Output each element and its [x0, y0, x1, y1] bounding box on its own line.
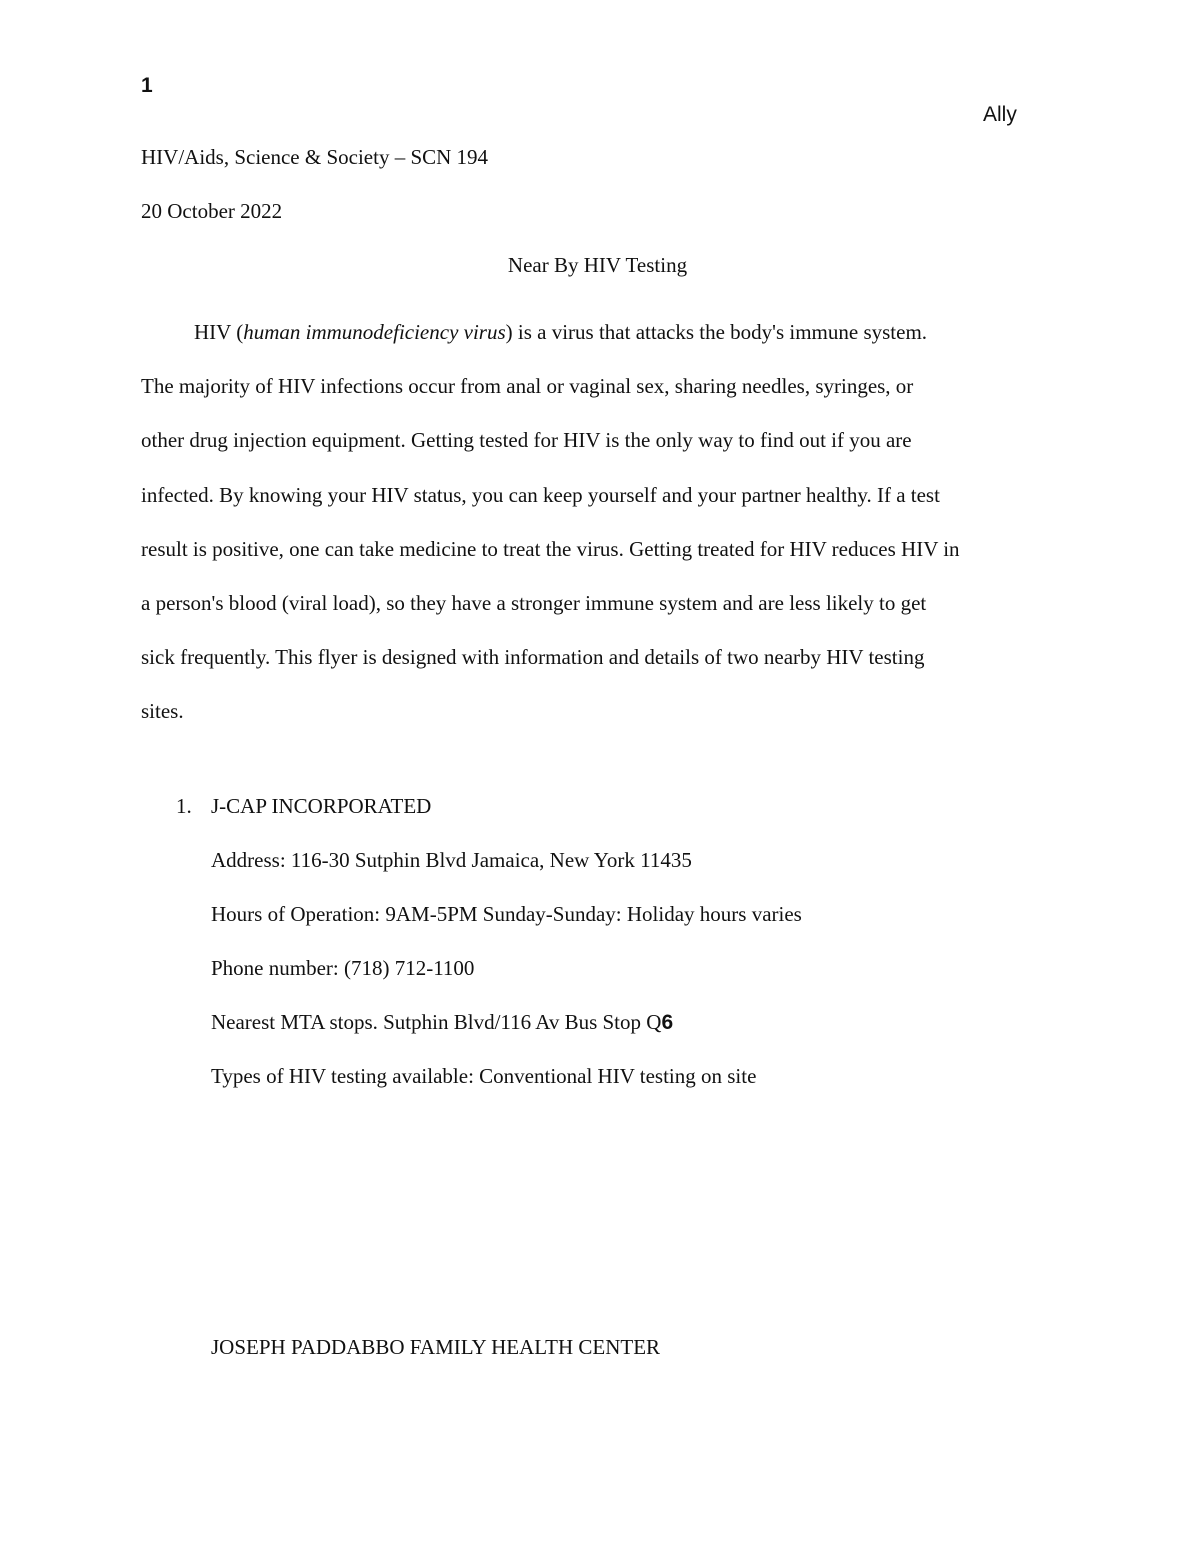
site1-mta-stops: Nearest MTA stops. Sutphin Blvd/116 Av Bus Stop Q6 — [211, 1010, 674, 1034]
intro-paragraph — [141, 305, 1061, 739]
intro-line: other drug injection equipment. Getting tested for HIV is the only way to find out if you are — [141, 428, 912, 453]
intro-line-1: HIV (human immunodeficiency virus) is a virus that attacks the body's immune system. — [194, 320, 928, 344]
hiv-definition-italic: human immunodeficiency virus — [243, 320, 506, 344]
site1-name: J-CAP INCORPORATED — [211, 794, 432, 818]
intro-line: result is positive, one can take medicine to treat the virus. Getting treated for HIV reduces HIV in — [141, 536, 960, 561]
document-title: Near By HIV Testing — [507, 253, 688, 277]
page-number: 1 — [141, 74, 153, 97]
site2-name: JOSEPH PADDABBO FAMILY HEALTH CENTER — [211, 1335, 661, 1359]
site1-number: 1. — [176, 794, 192, 818]
author-name: Ally — [983, 103, 1017, 126]
site1-hours: Hours of Operation: 9AM-5PM Sunday-Sunday: Holiday hours varies — [211, 902, 802, 926]
site1-testing-types: Types of HIV testing available: Conventional HIV testing on site — [211, 1064, 757, 1088]
intro-line: sites. — [141, 699, 184, 724]
intro-line: sick frequently. This flyer is designed with information and details of two nearby HIV testing — [141, 645, 925, 670]
intro-line: infected. By knowing your HIV status, you can keep yourself and your partner healthy. If a test — [141, 482, 940, 507]
intro-line: a person's blood (viral load), so they have a stronger immune system and are less likely to get — [141, 591, 927, 616]
site1-phone: Phone number: (718) 712-1100 — [211, 956, 475, 980]
intro-line: The majority of HIV infections occur from anal or vaginal sex, sharing needles, syringes, or — [141, 374, 914, 399]
date-line: 20 October 2022 — [141, 199, 283, 223]
site1-address: Address: 116-30 Sutphin Blvd Jamaica, New York 11435 — [211, 848, 692, 872]
course-line: HIV/Aids, Science & Society – SCN 194 — [141, 145, 489, 169]
